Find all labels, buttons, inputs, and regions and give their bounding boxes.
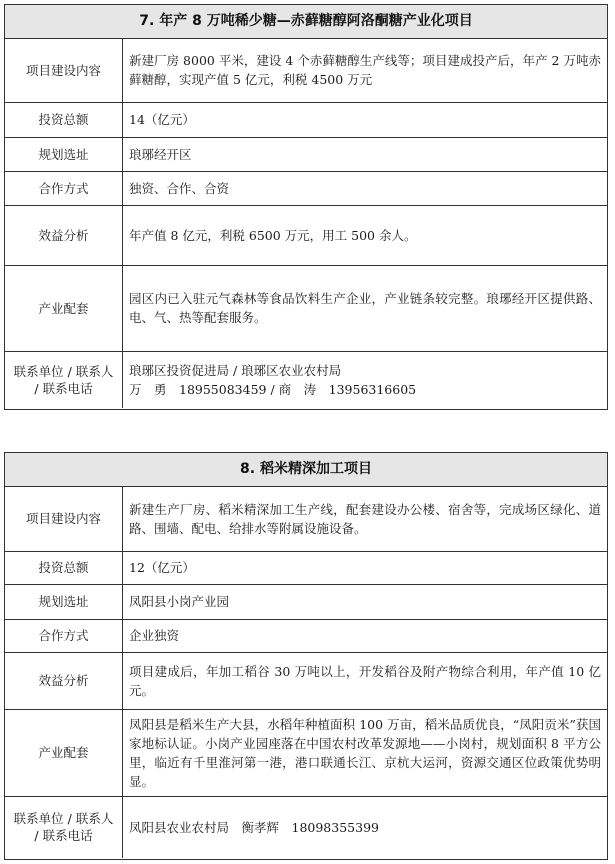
table-row [5, 584, 607, 619]
contact-label [5, 796, 123, 858]
contact-value [123, 796, 608, 858]
mode-label: 合作方式 [5, 619, 123, 652]
table-row [5, 171, 607, 205]
support-value: 园区内已入驻元气森林等食品饮料生产企业，产业链条较完整。琅琊经开区提供路、电、气、热等配套服务。 [123, 265, 608, 351]
table-row [5, 351, 607, 408]
project-table [5, 487, 607, 858]
table-row [5, 265, 607, 351]
contact-line: 凤阳县农业农村局 衡孝辉 18098355399 [129, 819, 379, 835]
table-row [5, 619, 607, 652]
content-value: 新建厂房 8000 平米，建设 4 个赤藓糖醇生产线等；项目建成投产后，年产 2 万吨赤藓糖醇，实现产值 5 亿元，利税 4500 万元 [129, 53, 601, 88]
mode-value: 企业独资 [123, 619, 608, 652]
mode-value: 独资、合作、合资 [123, 171, 608, 205]
mode-label: 合作方式 [5, 171, 123, 205]
table-row [5, 205, 607, 265]
benefit-value: 年产值 8 亿元，利税 6500 万元，用工 500 余人。 [123, 205, 608, 265]
content-label: 项目建设内容 [5, 39, 123, 102]
project-card-8 [4, 452, 608, 860]
benefit-value: 项目建成后，年加工稻谷 30 万吨以上，开发稻谷及附产物综合利用，年产值 10 亿元。 [123, 652, 608, 709]
contact-line: 琅琊区投资促进局 / 琅琊区农业农村局 [129, 362, 342, 378]
investment-value: 12（亿元） [123, 551, 608, 584]
support-label: 产业配套 [5, 265, 123, 351]
table-row [5, 39, 607, 102]
benefit-label: 效益分析 [5, 205, 123, 265]
site-label: 规划选址 [5, 584, 123, 619]
project-title: 7. 年产 8 万吨稀少糖—赤藓糖醇阿洛酮糖产业化项目 [5, 5, 607, 39]
support-label: 产业配套 [5, 709, 123, 796]
site-label: 规划选址 [5, 137, 123, 171]
investment-value: 14（亿元） [123, 102, 608, 137]
table-row [5, 652, 607, 709]
project-title: 8. 稻米精深加工项目 [5, 453, 607, 487]
support-value: 凤阳县是稻米生产大县，水稻年种植面积 100 万亩，稻米品质优良，“凤阳贡米”获国家地标认证。小岗产业园座落在中国农村改革发源地——小岗村，规划面积 8 平方公里，临近有千里淮河第一港，港口联通长江、京杭大运河，资源交通区位政策优势明显。 [123, 709, 608, 796]
contact-label-line: 联系单位 / 联系人 [13, 363, 114, 379]
table-row [5, 137, 607, 171]
contact-line: 万 勇 18955083459 / 商 涛 13956316605 [129, 381, 417, 397]
project-card-7 [4, 4, 608, 410]
content-label: 项目建设内容 [5, 487, 123, 551]
contact-label-line: / 联系电话 [34, 828, 93, 844]
contact-label [5, 351, 123, 408]
table-row [5, 709, 607, 796]
table-row [5, 796, 607, 858]
content-value: 新建生产厂房、稻米精深加工生产线，配套建设办公楼、宿舍等，完成场区绿化、道路、围墙、配电、给排水等附属设施设备。 [129, 501, 601, 536]
investment-label: 投资总额 [5, 102, 123, 137]
contact-value [123, 351, 608, 408]
contact-label-line: 联系单位 / 联系人 [13, 811, 114, 827]
contact-label-line: / 联系电话 [34, 380, 93, 396]
site-value: 琅琊经开区 [123, 137, 608, 171]
project-table [5, 39, 607, 408]
table-row [5, 102, 607, 137]
table-row [5, 487, 607, 551]
table-row [5, 551, 607, 584]
investment-label: 投资总额 [5, 551, 123, 584]
site-value: 凤阳县小岗产业园 [123, 584, 608, 619]
benefit-label: 效益分析 [5, 652, 123, 709]
